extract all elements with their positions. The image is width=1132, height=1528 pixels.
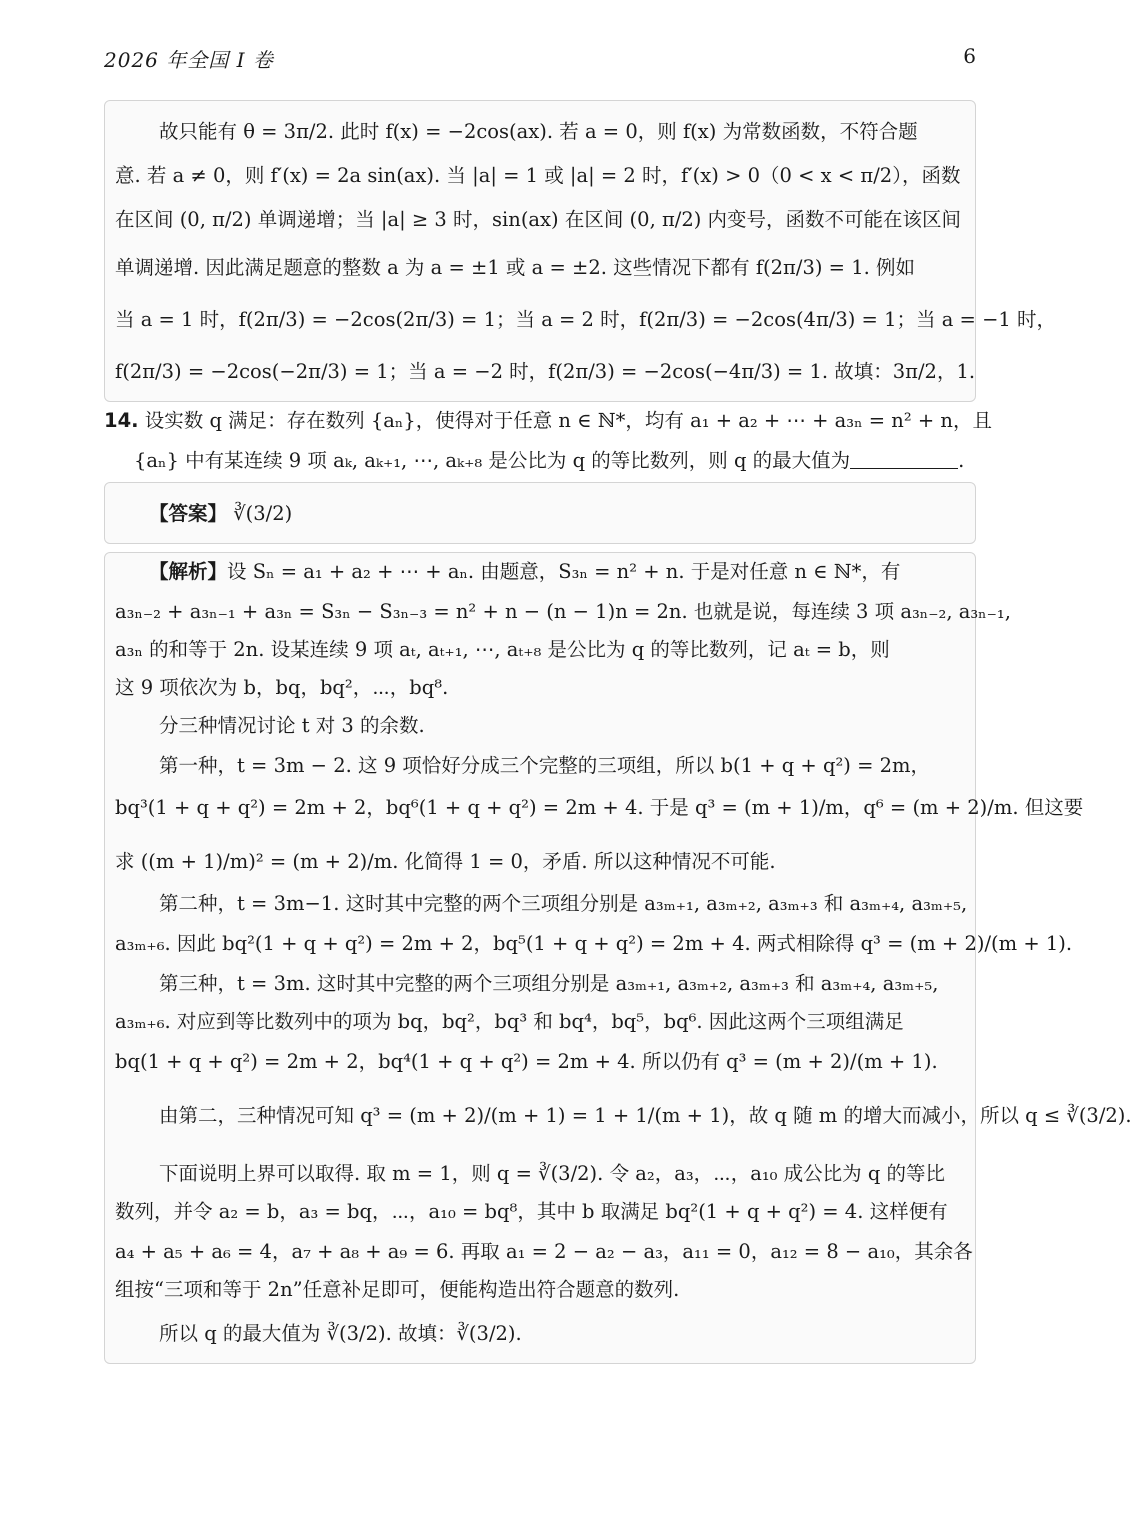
analysis-line: 组按“三项和等于 2n”任意补足即可，便能构造出符合题意的数列. <box>115 1278 680 1301</box>
question-14-line2 <box>104 444 1006 478</box>
analysis-line: 由第二，三种情况可知 q³ = (m + 2)/(m + 1) = 1 + 1/(m + 1)，故 q 随 m 的增大而减小，所以 q ≤ ∛(3/2). <box>159 1104 1132 1127</box>
question-text: {aₙ} 中有某连续 9 项 aₖ, aₖ₊₁, ⋯, aₖ₊₈ 是公比为 q 的等比数列，则 q 的最大值为 <box>134 449 851 472</box>
answer-line <box>115 497 965 531</box>
analysis-box <box>104 552 1132 1364</box>
analysis-line: a₃ₙ 的和等于 2n. 设某连续 9 项 aₜ, aₜ₊₁, ⋯, aₜ₊₈ 是公比为 q 的等比数列，记 aₜ = b，则 <box>115 638 890 661</box>
page-header <box>104 44 976 78</box>
solution-line: 在区间 (0, π/2) 单调递增；当 |a| ≥ 3 时，sin(ax) 在区间 (0, π/2) 内变号，函数不可能在该区间 <box>115 208 962 231</box>
exam-title: 2026 年全国 I 卷 <box>104 48 274 72</box>
analysis-line <box>115 555 965 589</box>
answer-box <box>104 482 976 544</box>
analysis-line: 下面说明上界可以取得. 取 m = 1，则 q = ∛(3/2). 令 a₂，a₃，⋯，a₁₀ 成公比为 q 的等比 <box>159 1162 946 1185</box>
analysis-line: 所以 q 的最大值为 ∛(3/2). 故填：∛(3/2). <box>159 1322 522 1345</box>
solution-line: 单调递增. 因此满足题意的整数 a 为 a = ±1 或 a = ±2. 这些情况下都有 f(2π/3) = 1. 例如 <box>115 256 915 279</box>
analysis-line: 这 9 项依次为 b，bq，bq²，⋯，bq⁸. <box>115 676 449 699</box>
analysis-label: 【解析】 <box>149 560 228 583</box>
analysis-line: 数列，并令 a₂ = b，a₃ = bq，⋯，a₁₀ = bq⁸，其中 b 取满足 bq²(1 + q + q²) = 4. 这样便有 <box>115 1200 948 1223</box>
analysis-line: 第二种，t = 3m−1. 这时其中完整的两个三项组分别是 a₃ₘ₊₁, a₃ₘ₊₂, a₃ₘ₊₃ 和 a₃ₘ₊₄, a₃ₘ₊₅, <box>159 892 968 915</box>
analysis-line: a₃ₘ₊₆. 因此 bq²(1 + q + q²) = 2m + 2，bq⁵(1 + q + q²) = 2m + 4. 两式相除得 q³ = (m + 2)/(m + 1). <box>115 932 1073 955</box>
previous-solution-box <box>104 100 1057 402</box>
analysis-line: a₃ₙ₋₂ + a₃ₙ₋₁ + a₃ₙ = S₃ₙ − S₃ₙ₋₃ = n² + n − (n − 1)n = 2n. 也就是说，每连续 3 项 a₃ₙ₋₂, a₃ₙ₋₁, <box>115 600 1011 623</box>
question-number: 14. <box>104 409 139 432</box>
question-14-line1 <box>104 404 992 438</box>
analysis-line: bq³(1 + q + q²) = 2m + 2，bq⁶(1 + q + q²) = 2m + 4. 于是 q³ = (m + 1)/m，q⁶ = (m + 2)/m. 但这要 <box>115 796 1084 819</box>
analysis-line: a₄ + a₅ + a₆ = 4，a₇ + a₈ + a₉ = 6. 再取 a₁ = 2 − a₂ − a₃，a₁₁ = 0，a₁₂ = 8 − a₁₀，其余各 <box>115 1240 973 1263</box>
solution-line: 当 a = 1 时，f(2π/3) = −2cos(2π/3) = 1；当 a = 2 时，f(2π/3) = −2cos(4π/3) = 1；当 a = −1 时， <box>115 308 1057 331</box>
question-period: . <box>958 449 965 472</box>
analysis-line: bq(1 + q + q²) = 2m + 2，bq⁴(1 + q + q²) = 2m + 4. 所以仍有 q³ = (m + 2)/(m + 1). <box>115 1050 938 1073</box>
analysis-line: 求 ((m + 1)/m)² = (m + 2)/m. 化简得 1 = 0，矛盾. 所以这种情况不可能. <box>115 850 776 873</box>
analysis-line: a₃ₘ₊₆. 对应到等比数列中的项为 bq，bq²，bq³ 和 bq⁴，bq⁵，bq⁶. 因此这两个三项组满足 <box>115 1010 904 1033</box>
analysis-line: 第一种，t = 3m − 2. 这 9 项恰好分成三个完整的三项组，所以 b(1 + q + q²) = 2m， <box>159 754 931 777</box>
page-number: 6 <box>963 44 976 68</box>
answer-label: 【答案】 <box>149 502 228 525</box>
solution-line: 意. 若 a ≠ 0，则 f′(x) = 2a sin(ax). 当 |a| = 1 或 |a| = 2 时，f′(x) > 0（0 < x < π/2），函数 <box>115 164 961 187</box>
analysis-line: 第三种，t = 3m. 这时其中完整的两个三项组分别是 a₃ₘ₊₁, a₃ₘ₊₂, a₃ₘ₊₃ 和 a₃ₘ₊₄, a₃ₘ₊₅, <box>159 972 939 995</box>
answer-value: ∛(3/2) <box>233 502 293 525</box>
answer-blank <box>850 448 958 469</box>
analysis-line: 分三种情况讨论 t 对 3 的余数. <box>159 714 425 737</box>
solution-line: 故只能有 θ = 3π/2. 此时 f(x) = −2cos(ax). 若 a = 0，则 f(x) 为常数函数，不符合题 <box>159 120 918 143</box>
solution-line: f(2π/3) = −2cos(−2π/3) = 1；当 a = −2 时，f(2π/3) = −2cos(−4π/3) = 1. 故填：3π/2，1. <box>115 360 976 383</box>
question-text: 设实数 q 满足：存在数列 {aₙ}，使得对于任意 n ∈ ℕ*，均有 a₁ + a₂ + ⋯ + a₃ₙ = n² + n，且 <box>144 409 992 432</box>
analysis-text: 设 Sₙ = a₁ + a₂ + ⋯ + aₙ. 由题意，S₃ₙ = n² + n. 于是对任意 n ∈ ℕ*，有 <box>227 560 901 583</box>
